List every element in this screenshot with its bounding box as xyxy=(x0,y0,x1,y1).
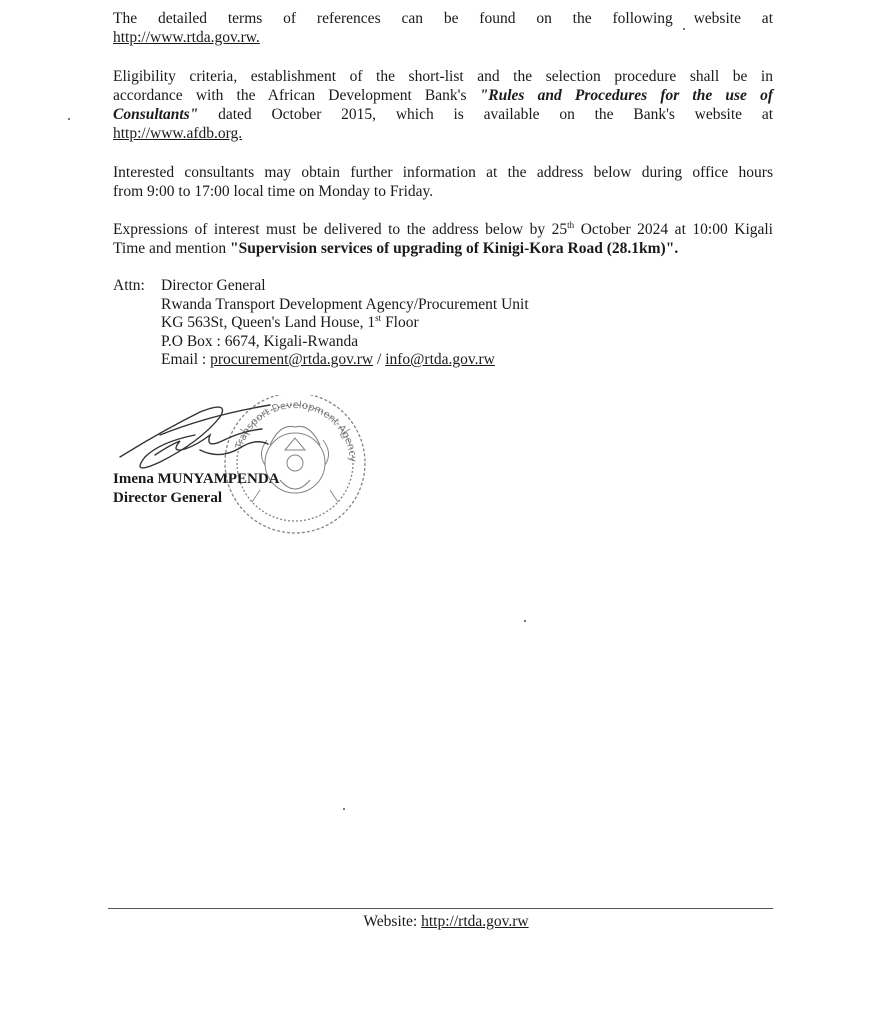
scan-speck xyxy=(683,28,685,30)
official-stamp-icon xyxy=(225,395,365,533)
footer-divider xyxy=(108,908,773,909)
signatory-name: Imena MUNYAMPENDA xyxy=(113,471,280,487)
info-email-link[interactable]: info@rtda.gov.rw xyxy=(385,351,495,368)
information-line-2: from 9:00 to 17:00 local time on Monday to Friday. xyxy=(113,183,434,200)
email-label: Email : xyxy=(161,351,211,368)
information-paragraph xyxy=(113,163,773,201)
rules-title: "Rules and Procedures for the use of xyxy=(479,87,773,104)
delivery-line-2 xyxy=(113,239,773,258)
delivery-text: Expressions of interest must be delivered to the address below by 25 xyxy=(113,221,568,238)
delivery-paragraph xyxy=(113,220,773,258)
terms-paragraph xyxy=(113,9,773,47)
email-separator: / xyxy=(373,351,386,368)
information-line-1: Interested consultants may obtain further information at the address below during office hours xyxy=(113,164,773,181)
eligibility-line-2 xyxy=(113,86,773,105)
footer xyxy=(0,913,892,931)
project-title: "Supervision services of upgrading of Kinigi-Kora Road (28.1km)". xyxy=(229,240,679,257)
floor-suffix: st xyxy=(375,312,382,323)
address-street-text: KG 563St, Queen's Land House, 1 xyxy=(161,314,376,331)
terms-text: The detailed terms of references can be found on the following website at xyxy=(113,10,773,27)
procurement-email-link[interactable]: procurement@rtda.gov.rw xyxy=(210,351,374,368)
attn-label: Attn: xyxy=(113,277,145,294)
address-agency: Rwanda Transport Development Agency/Procurement Unit xyxy=(161,295,529,313)
scan-speck xyxy=(68,118,70,120)
eligibility-line-3 xyxy=(113,105,773,124)
date-suffix: th xyxy=(567,219,575,230)
afdb-website-link[interactable]: http://www.afdb.org. xyxy=(113,125,243,142)
address-recipient: Director General xyxy=(161,277,266,294)
scan-speck xyxy=(524,620,526,622)
scan-speck xyxy=(343,808,345,810)
eligibility-line-1: Eligibility criteria, establishment of the short-list and the selection procedure shall be in xyxy=(113,68,773,85)
stamp-ring-text: Transport Development Agency xyxy=(234,399,359,463)
footer-website-link[interactable]: http://rtda.gov.rw xyxy=(421,913,529,930)
eligibility-line-2-text: accordance with the African Development Bank's xyxy=(113,87,467,104)
footer-label: Website: xyxy=(363,913,422,930)
signatory-block xyxy=(113,470,280,508)
delivery-time: October 2024 at 10:00 Kigali xyxy=(574,221,773,238)
delivery-line-1 xyxy=(113,220,773,239)
address-floor: Floor xyxy=(381,314,419,331)
address-po-box: P.O Box : 6674, Kigali-Rwanda xyxy=(161,332,359,350)
address-email xyxy=(161,351,529,370)
eligibility-line-3-text: dated October 2015, which is available on the Bank's website at xyxy=(218,106,774,123)
rules-title-end: Consultants" xyxy=(113,106,199,123)
address-street xyxy=(161,314,529,333)
eligibility-paragraph xyxy=(113,67,773,143)
mention-text: Time and mention xyxy=(113,240,230,257)
rtda-website-link[interactable]: http://www.rtda.gov.rw. xyxy=(113,29,260,46)
signatory-title: Director General xyxy=(113,490,222,506)
